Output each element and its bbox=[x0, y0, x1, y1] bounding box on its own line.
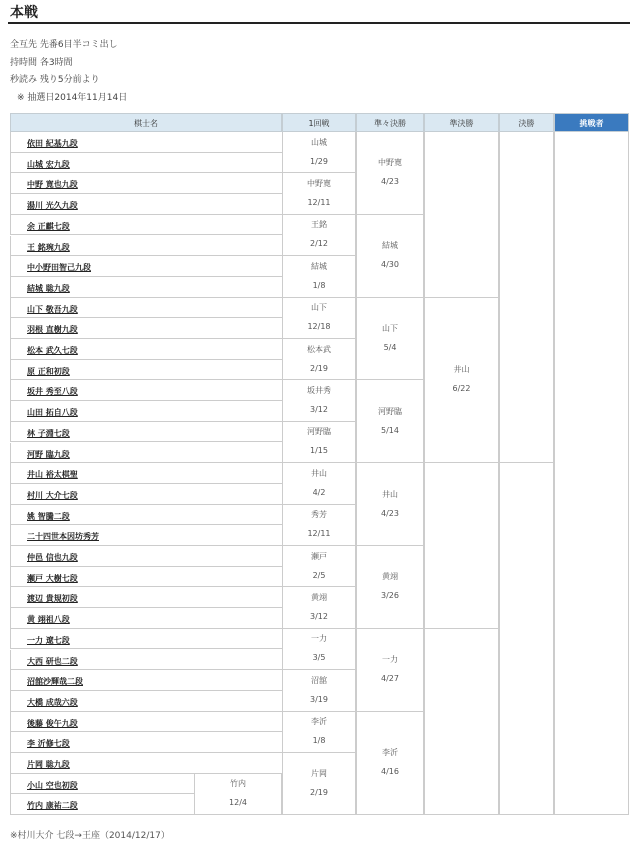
header-player-name: 棋士名 bbox=[10, 113, 282, 132]
match-winner: 一力 bbox=[311, 634, 327, 644]
player-row bbox=[10, 318, 282, 339]
player-row bbox=[10, 132, 282, 153]
preliminary-match bbox=[194, 774, 282, 815]
round1-match bbox=[282, 132, 356, 173]
match-date: 4/27 bbox=[381, 674, 399, 684]
match-winner: 結城 bbox=[382, 241, 398, 251]
player-row bbox=[10, 629, 282, 650]
round1-match bbox=[282, 546, 356, 587]
player-link[interactable]: 山下 敬吾九段 bbox=[27, 304, 78, 314]
match-winner: 井山 bbox=[453, 365, 470, 375]
player-link[interactable]: 片岡 聡九段 bbox=[27, 760, 70, 769]
header-final: 決勝 bbox=[499, 113, 554, 132]
quarterfinal-match bbox=[356, 215, 424, 298]
match-winner: 坂井秀 bbox=[307, 386, 331, 396]
player-link[interactable]: 大橋 成哉六段 bbox=[27, 697, 78, 707]
player-link[interactable]: 竹内 康祐二段 bbox=[27, 801, 78, 811]
header-semifinal: 準決勝 bbox=[424, 113, 499, 132]
player-row bbox=[10, 422, 282, 443]
match-winner: 河野臨 bbox=[378, 406, 402, 416]
quarterfinal-match bbox=[356, 132, 424, 215]
final-match bbox=[499, 132, 554, 463]
player-row bbox=[10, 194, 282, 215]
tournament-bracket bbox=[10, 113, 629, 817]
player-link[interactable]: 王 銘琬九段 bbox=[27, 242, 70, 252]
match-date: 12/11 bbox=[307, 529, 331, 539]
match-date: 4/23 bbox=[381, 177, 399, 187]
quarterfinal-match bbox=[356, 546, 424, 629]
player-row bbox=[10, 753, 282, 774]
match-date: 2/5 bbox=[312, 570, 326, 580]
match-winner: 李沂 bbox=[382, 748, 398, 758]
round1-match bbox=[282, 422, 356, 463]
round1-match bbox=[282, 298, 356, 339]
semifinal-match bbox=[424, 132, 499, 298]
match-winner: 結城 bbox=[311, 261, 327, 271]
quarterfinal-match bbox=[356, 629, 424, 712]
player-link[interactable]: 結城 聡九段 bbox=[27, 283, 70, 293]
round1-match bbox=[282, 670, 356, 711]
player-link[interactable]: 小山 空也初段 bbox=[27, 780, 78, 790]
match-date: 12/18 bbox=[307, 322, 331, 332]
match-winner: 片岡 bbox=[311, 769, 327, 779]
player-link[interactable]: 渡辺 貴規初段 bbox=[27, 594, 78, 604]
match-date: 4/23 bbox=[381, 508, 399, 518]
match-winner: 松本武 bbox=[307, 344, 331, 354]
round1-match bbox=[282, 505, 356, 546]
player-link[interactable]: 中野 寛也九段 bbox=[27, 180, 78, 190]
round1-match bbox=[282, 463, 356, 504]
player-link[interactable]: 黄 翊祖八段 bbox=[27, 615, 70, 625]
player-row bbox=[10, 339, 282, 360]
player-row bbox=[10, 650, 282, 671]
match-date: 3/12 bbox=[310, 405, 328, 415]
match-winner: 竹内 bbox=[230, 779, 246, 789]
player-link[interactable]: 河野 臨九段 bbox=[27, 449, 70, 459]
round1-match bbox=[282, 712, 356, 753]
player-row bbox=[10, 546, 282, 567]
footnote: ※村川大介 七段→王座（2014/12/17） bbox=[10, 831, 170, 841]
round1-match bbox=[282, 380, 356, 421]
match-date: 5/4 bbox=[383, 342, 397, 352]
round1-match bbox=[282, 173, 356, 214]
match-winner: 山城 bbox=[311, 137, 327, 147]
header-round1: 1回戦 bbox=[282, 113, 356, 132]
match-winner: 井山 bbox=[382, 489, 398, 499]
player-row bbox=[10, 173, 282, 194]
match-date: 4/30 bbox=[381, 260, 399, 270]
draw-date: ※ 抽選日2014年11月14日 bbox=[17, 93, 128, 103]
player-row bbox=[10, 567, 282, 588]
player-link[interactable]: 李 沂修七段 bbox=[27, 739, 70, 749]
player-link[interactable]: 後藤 俊午九段 bbox=[27, 718, 78, 728]
player-link[interactable]: 松本 武久七段 bbox=[27, 346, 78, 355]
match-date: 1/15 bbox=[310, 446, 328, 456]
match-date: 2/19 bbox=[310, 788, 328, 798]
challenger-cell bbox=[554, 132, 629, 815]
match-date: 4/2 bbox=[312, 487, 326, 497]
match-winner: 一力 bbox=[382, 655, 398, 665]
player-row bbox=[10, 712, 282, 733]
match-winner: 井山 bbox=[311, 468, 327, 478]
player-link[interactable]: 二十四世本因坊秀芳 bbox=[27, 532, 99, 542]
match-winner: 瀬戸 bbox=[311, 551, 327, 561]
player-row bbox=[10, 774, 194, 795]
player-row bbox=[10, 443, 282, 464]
player-row bbox=[10, 525, 282, 546]
semifinal-match bbox=[424, 298, 499, 464]
match-date: 3/19 bbox=[310, 694, 328, 704]
player-row bbox=[10, 298, 282, 319]
player-link[interactable]: 湯川 光久九段 bbox=[27, 201, 78, 211]
match-winner: 李沂 bbox=[311, 717, 327, 727]
player-link[interactable]: 大西 研也二段 bbox=[27, 656, 78, 666]
player-link[interactable]: 山田 拓自八段 bbox=[27, 408, 78, 418]
player-link[interactable]: 坂井 秀至八段 bbox=[27, 387, 78, 397]
player-link[interactable]: 井山 裕太棋聖 bbox=[27, 470, 78, 480]
player-row bbox=[10, 360, 282, 381]
match-winner: 河野臨 bbox=[307, 427, 331, 437]
match-date: 3/26 bbox=[381, 591, 399, 601]
match-winner: 中野寛 bbox=[378, 158, 402, 168]
player-link[interactable]: 姚 智騰二段 bbox=[27, 511, 70, 521]
semifinal-match bbox=[424, 463, 499, 629]
player-row bbox=[10, 691, 282, 712]
round1-match bbox=[282, 753, 356, 815]
match-date: 1/8 bbox=[312, 280, 326, 290]
quarterfinal-match bbox=[356, 463, 424, 546]
player-row bbox=[10, 463, 282, 484]
final-match bbox=[499, 463, 554, 815]
round1-match bbox=[282, 256, 356, 297]
player-link[interactable]: 山城 宏九段 bbox=[27, 159, 70, 169]
match-winner: 黄翊 bbox=[382, 572, 398, 582]
quarterfinal-match bbox=[356, 712, 424, 816]
round1-match bbox=[282, 629, 356, 670]
match-date: 12/4 bbox=[229, 798, 247, 808]
player-row bbox=[10, 608, 282, 629]
player-link[interactable]: 一力 遼七段 bbox=[27, 635, 70, 645]
match-winner: 山下 bbox=[311, 303, 327, 313]
player-row bbox=[10, 277, 282, 298]
quarterfinal-match bbox=[356, 380, 424, 463]
rule-time: 持時間 各3時間 bbox=[10, 58, 73, 68]
match-date: 12/11 bbox=[307, 198, 331, 208]
match-date: 5/14 bbox=[381, 425, 399, 435]
match-date: 2/19 bbox=[310, 363, 328, 373]
player-link[interactable]: 瀬戸 大樹七段 bbox=[27, 573, 78, 583]
match-date: 4/16 bbox=[381, 767, 399, 777]
player-row bbox=[10, 670, 282, 691]
round1-match bbox=[282, 587, 356, 628]
title-divider bbox=[8, 22, 630, 24]
player-link[interactable]: 仲邑 信也九段 bbox=[27, 553, 78, 562]
player-row bbox=[10, 380, 282, 401]
player-row bbox=[10, 153, 282, 174]
player-row bbox=[10, 587, 282, 608]
match-date: 1/8 bbox=[312, 736, 326, 746]
player-link[interactable]: 沼舘沙輝哉二段 bbox=[27, 677, 83, 687]
player-row bbox=[10, 215, 282, 236]
page-title: 本戦 bbox=[10, 5, 38, 21]
match-date: 3/5 bbox=[312, 653, 326, 663]
match-winner: 黄翊 bbox=[311, 593, 327, 603]
player-link[interactable]: 中小野田智己九段 bbox=[27, 263, 91, 273]
round1-match bbox=[282, 339, 356, 380]
header-quarterfinal: 準々決勝 bbox=[356, 113, 424, 132]
match-winner: 山下 bbox=[382, 323, 398, 333]
player-row bbox=[10, 256, 282, 277]
player-row bbox=[10, 236, 282, 257]
player-row bbox=[10, 401, 282, 422]
rule-komi: 全互先 先番6目半コミ出し bbox=[10, 40, 118, 50]
quarterfinal-match bbox=[356, 298, 424, 381]
player-link[interactable]: 村川 大介七段 bbox=[27, 490, 78, 500]
match-date: 1/29 bbox=[310, 156, 328, 166]
player-row bbox=[10, 484, 282, 505]
match-winner: 中野寛 bbox=[307, 179, 331, 189]
rule-byoyomi: 秒読み 残り5分前より bbox=[10, 75, 100, 85]
round1-match bbox=[282, 215, 356, 256]
player-link[interactable]: 余 正麒七段 bbox=[27, 221, 70, 231]
player-row bbox=[10, 505, 282, 526]
match-date: 6/22 bbox=[452, 384, 471, 394]
player-link[interactable]: 羽根 直樹九段 bbox=[27, 325, 78, 335]
match-winner: 沼舘 bbox=[311, 675, 327, 685]
player-link[interactable]: 依田 紀基九段 bbox=[27, 139, 78, 148]
semifinal-match bbox=[424, 629, 499, 815]
match-date: 2/12 bbox=[310, 239, 328, 249]
match-date: 3/12 bbox=[310, 612, 328, 622]
match-winner: 秀芳 bbox=[311, 510, 327, 520]
match-winner: 王銘 bbox=[311, 220, 327, 230]
player-link[interactable]: 原 正和初段 bbox=[27, 366, 70, 376]
player-row bbox=[10, 794, 194, 815]
header-challenger: 挑戦者 bbox=[554, 113, 629, 132]
player-link[interactable]: 林 子淵七段 bbox=[27, 428, 70, 438]
player-row bbox=[10, 732, 282, 753]
